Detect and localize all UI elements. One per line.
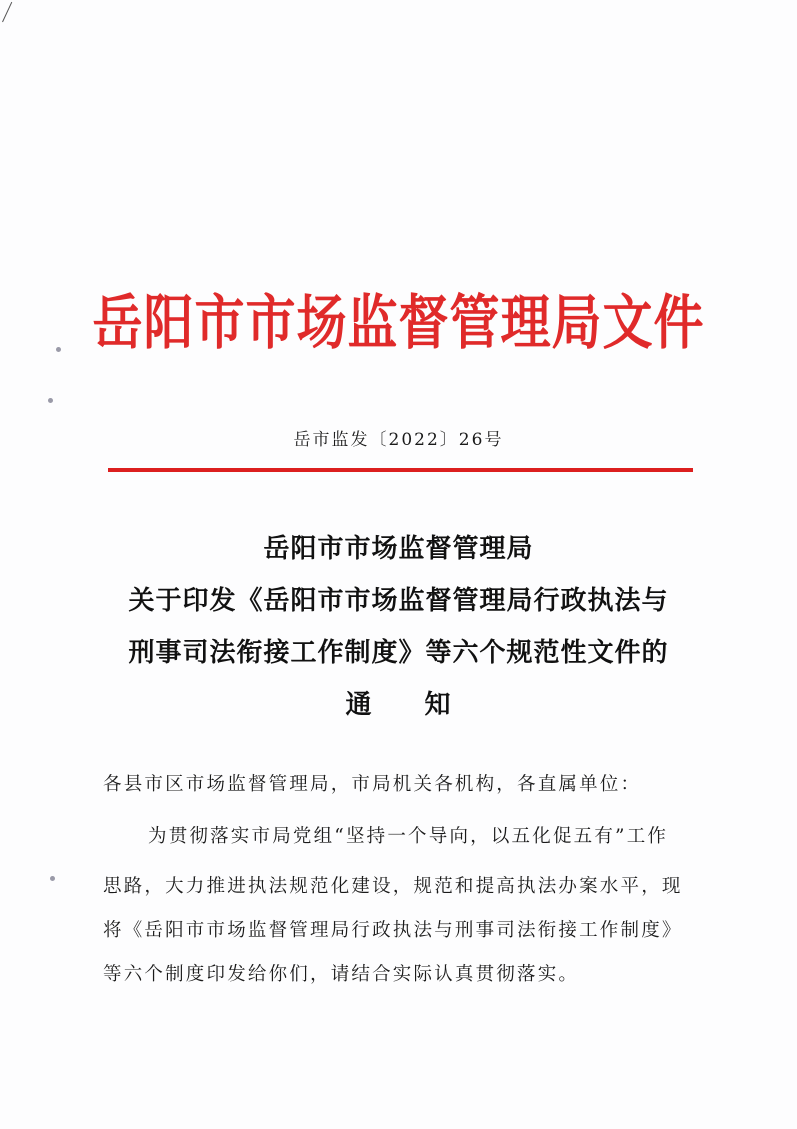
salutation: 各县市区市场监督管理局，市局机关各机构，各直属单位： (103, 774, 642, 795)
notice-title-line-4 (0, 684, 797, 721)
paragraph-line: 等六个制度印发给你们，请结合实际认真贯彻落实。 (103, 964, 580, 985)
paragraph-line: 为贯彻落实市局党组“坚持一个导向，以五化促五有”工作 (148, 826, 669, 847)
notice-title-line-2: 关于印发《岳阳市市场监督管理局行政执法与 (128, 586, 669, 616)
notice-word-part-1: 通 (345, 690, 373, 720)
binding-hole-mark (50, 876, 55, 881)
binding-hole-mark (48, 398, 53, 403)
paragraph-line: 将《岳阳市市场监督管理局行政执法与刑事司法衔接工作制度》 (103, 920, 683, 941)
notice-title-line-3: 刑事司法衔接工作制度》等六个规范性文件的 (128, 638, 669, 668)
corner-scratch-mark (2, 2, 25, 28)
issuer-title: 岳阳市市场监督管理局文件 (92, 287, 705, 358)
notice-word-part-2: 知 (424, 690, 452, 720)
red-separator-rule (108, 468, 693, 472)
paragraph-line: 思路，大力推进执法规范化建设，规范和提高执法办案水平，现 (103, 876, 683, 897)
notice-title-line-1: 岳阳市市场监督管理局 (263, 534, 534, 564)
document-number: 岳市监发〔2022〕26号 (293, 430, 504, 450)
